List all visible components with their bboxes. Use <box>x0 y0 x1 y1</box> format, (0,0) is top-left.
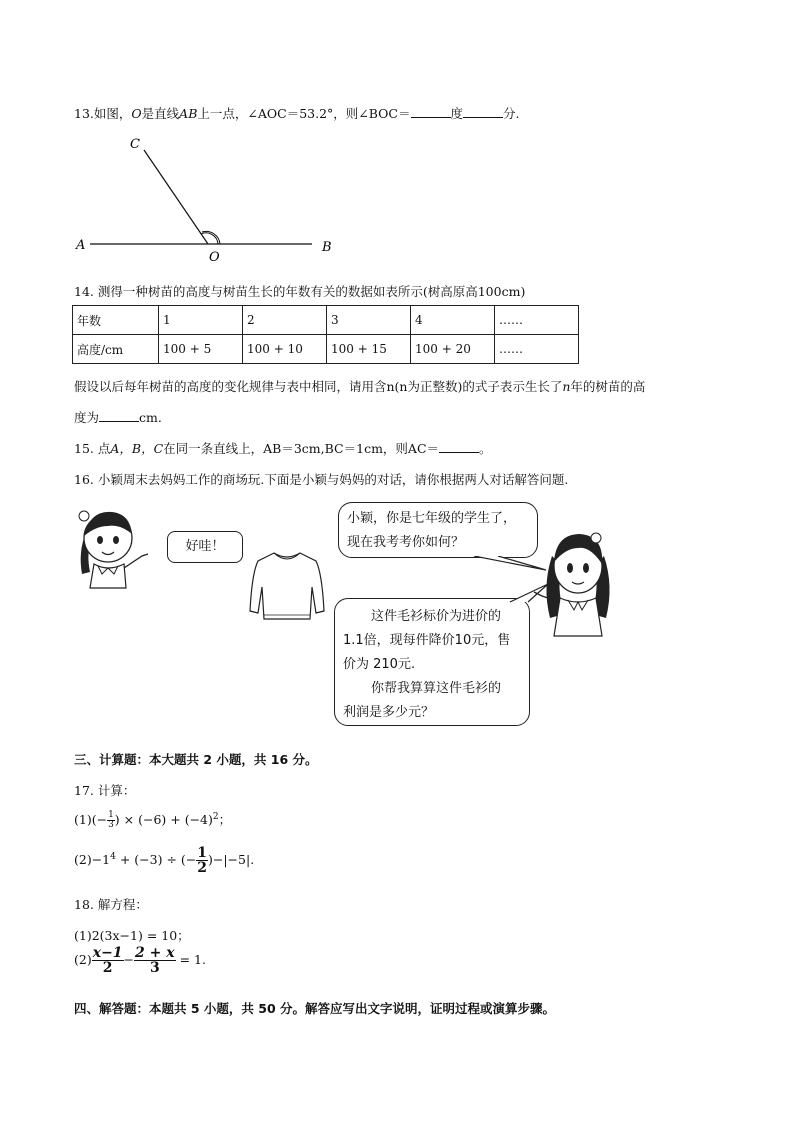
q18-f1-denominator: 2 <box>102 960 113 976</box>
q13-unit-degree: 度 <box>450 106 464 121</box>
girl-eye-right <box>113 536 119 544</box>
q13-text-a: 如图， <box>93 106 132 121</box>
q17-p1-exponent: 2 <box>212 811 219 822</box>
q18-fraction-1 <box>92 946 124 975</box>
q17-p1-fraction <box>107 811 115 830</box>
table-cell: 4 <box>411 306 495 335</box>
q18-p2-end: = 1. <box>175 952 206 967</box>
label-o: O <box>209 250 220 265</box>
mom-speech-bubble-1 <box>338 502 538 558</box>
sweater-icon <box>246 547 328 625</box>
mom-speech-line: 1.1倍，现每件降价10元，售 <box>343 633 511 648</box>
mom-bow <box>591 533 601 543</box>
q18-f2-denominator: 3 <box>149 960 160 976</box>
q17-p1-post: ) × (−6) + (−4) <box>114 812 213 827</box>
q18-p2-pre: (2) <box>74 952 92 967</box>
q18-f2-numerator: 2 + x <box>135 945 175 961</box>
girl-arm <box>124 554 148 568</box>
q17-p1-denominator: 3 <box>108 820 114 830</box>
table-cell: 高度/cm <box>73 335 159 364</box>
table-cell: 2 <box>243 306 327 335</box>
mom-illustration <box>532 526 624 638</box>
table-cell: 3 <box>327 306 411 335</box>
q17-p2-fraction <box>196 846 208 875</box>
section-3-heading: 三、计算题：本大题共 2 小题，共 16 分。 <box>74 752 318 767</box>
q17-p2-exponent: 4 <box>110 851 116 862</box>
girl-speech-bubble <box>167 531 243 563</box>
q18-part1: (1)2(3x−1) = 10； <box>74 928 190 943</box>
q17-part2 <box>74 846 254 875</box>
q18-f1-numerator: x−1 <box>92 945 123 961</box>
table-cell: …… <box>495 335 579 364</box>
q15-post: 在同一条直线上，AB＝3cm,BC＝1cm，则AC＝ <box>163 441 440 456</box>
q13-text-b: 是直线 <box>141 106 180 121</box>
table-row <box>73 335 579 364</box>
mom-eye-left <box>567 563 573 573</box>
table-cell: 100 + 15 <box>327 335 411 364</box>
q13-point-o: O <box>131 106 142 121</box>
growth-table <box>72 305 579 364</box>
mom-speech-line: 你帮我算算这件毛衫的 <box>371 681 502 696</box>
q17-p2-numerator: 1 <box>197 845 207 861</box>
q14-line2-b: cm. <box>139 410 162 425</box>
q17-p2-end: )−|−5|. <box>208 852 255 867</box>
q17-title: 17. 计算： <box>74 783 136 798</box>
q17-p2-mid: + (−3) ÷ (− <box>115 852 197 867</box>
mom-eye-right <box>583 563 589 573</box>
mom-body <box>554 598 602 636</box>
q15-pre: 15. 点 <box>74 441 111 456</box>
q18-title: 18. 解方程： <box>74 897 148 912</box>
q15-points: A，B，C <box>110 441 164 456</box>
q15-blank[interactable] <box>439 440 479 453</box>
q14-var-n: n <box>562 379 571 394</box>
q14-line1-b: 年的树苗的高 <box>570 379 646 394</box>
q14-title: 14. 测得一种树苗的高度与树苗生长的年数有关的数据如表所示(树高原高100cm) <box>74 284 526 299</box>
girl-eye-left <box>97 536 103 544</box>
mom-speech-line: 价为 210元. <box>343 657 416 672</box>
table-row <box>73 306 579 335</box>
q13-blank-minute[interactable] <box>463 105 503 118</box>
ray-oc <box>144 150 208 244</box>
table-cell: 100 + 5 <box>159 335 243 364</box>
q14-line2 <box>74 408 162 426</box>
table-cell: …… <box>495 306 579 335</box>
q15-text <box>74 439 492 457</box>
q17-p1-pre: (1)(− <box>74 812 108 827</box>
q17-part1 <box>74 810 231 830</box>
q13-unit-minute: 分. <box>503 106 520 121</box>
q18-minus: − <box>123 952 135 967</box>
q13-text <box>74 104 520 122</box>
q14-blank[interactable] <box>99 409 139 422</box>
q13-line-ab: AB <box>179 106 198 121</box>
angle-diagram <box>60 130 360 265</box>
mom-speech-line: 利润是多少元？ <box>343 705 435 720</box>
q16-text: 16. 小颖周末去妈妈工作的商场玩.下面是小颖与妈妈的对话，请你根据两人对话解答问题. <box>74 472 569 487</box>
q13-number: 13. <box>74 106 94 121</box>
mom-speech-line: 现在我考考你如何？ <box>347 535 465 550</box>
label-b: B <box>322 240 332 255</box>
q14-line1 <box>74 377 645 395</box>
q14-line1-a: 假设以后每年树苗的高度的变化规律与表中相同，请用含n(n为正整数)的式子表示生长了 <box>74 379 563 394</box>
q17-p2-pre: (2)−1 <box>74 852 111 867</box>
table-cell: 年数 <box>73 306 159 335</box>
mom-speech-line: 这件毛衫标价为进价的 <box>371 609 502 624</box>
q13-text-c: 上一点，∠AOC＝53.2°，则∠BOC＝ <box>197 106 411 121</box>
q18-part2 <box>74 946 206 975</box>
q17-p1-end: ； <box>218 812 232 827</box>
girl-bow <box>79 511 89 521</box>
q17-p2-denominator: 2 <box>197 860 207 876</box>
q15-end: 。 <box>479 441 492 456</box>
mom-speech-line: 小颖，你是七年级的学生了， <box>347 511 517 526</box>
q14-line2-a: 度为 <box>74 410 100 425</box>
section-4-heading: 四、解答题：本题共 5 小题，共 50 分。解答应写出文字说明，证明过程或演算步骤。 <box>74 1001 556 1016</box>
table-cell: 100 + 20 <box>411 335 495 364</box>
q18-fraction-2 <box>134 946 176 975</box>
table-cell: 100 + 10 <box>243 335 327 364</box>
label-c: C <box>130 137 140 152</box>
label-a: A <box>76 238 86 253</box>
girl-speech-text: 好哇！ <box>185 539 225 554</box>
table-cell: 1 <box>159 306 243 335</box>
q13-blank-degree[interactable] <box>411 105 451 118</box>
mom-speech-bubble-2 <box>334 598 530 726</box>
girl-illustration <box>68 502 158 594</box>
q17-p1-numerator: 1 <box>108 810 114 820</box>
